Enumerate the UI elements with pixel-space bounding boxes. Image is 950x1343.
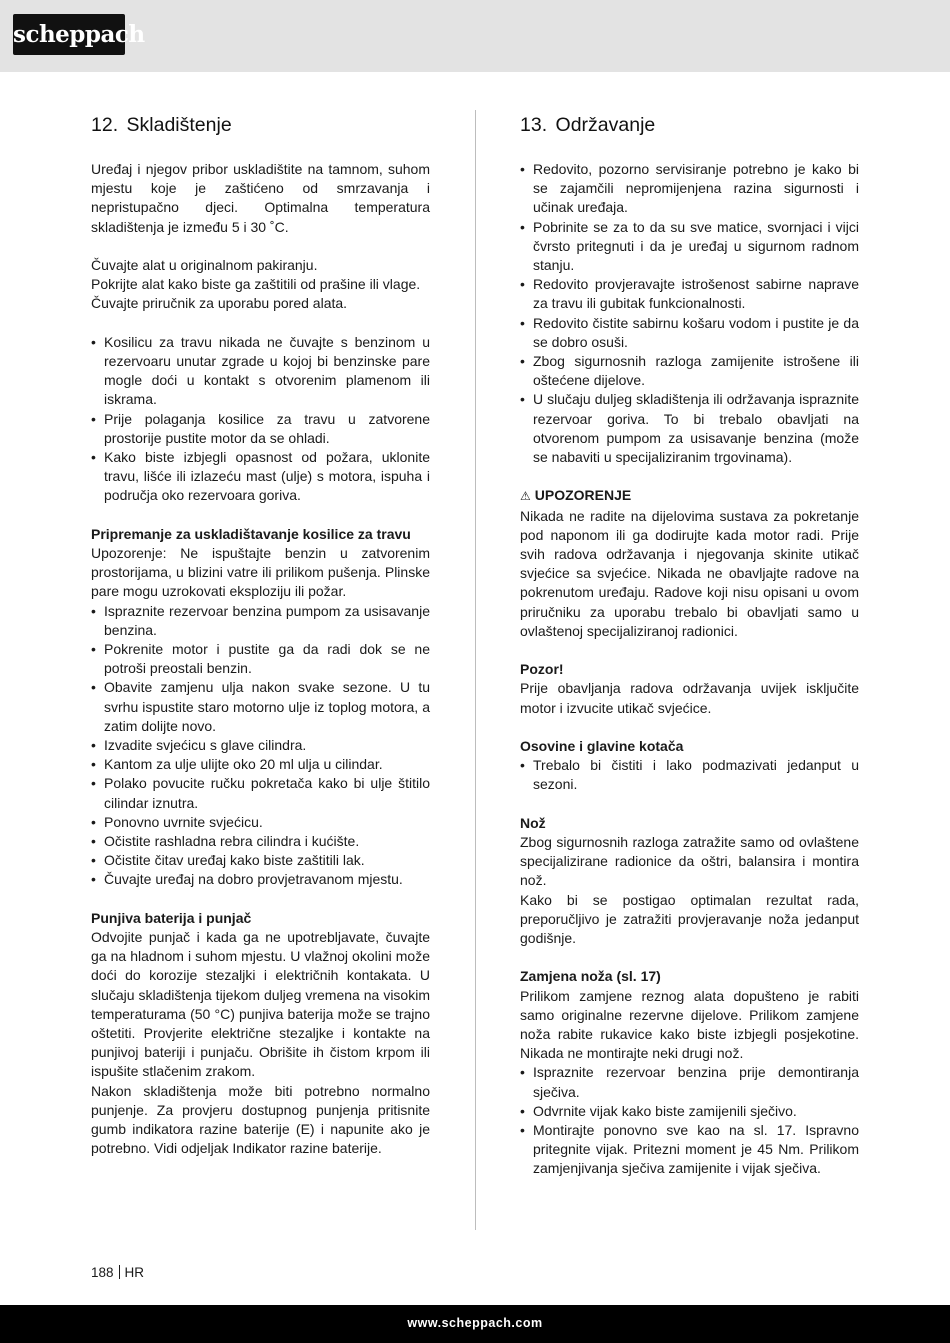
paragraph: Čuvajte priručnik za uporabu pored alata. (91, 295, 348, 312)
section-number: 13. (520, 114, 548, 136)
section-heading-maintenance (520, 112, 859, 138)
list-item: • Kantom za ulje ulijte oko 20 ml ulja u cilindar. (91, 755, 430, 774)
warning-triangle-icon: ⚠ (520, 489, 531, 504)
page-number: 188 (91, 1265, 114, 1280)
paragraph: Kako bi se postigao optimalan rezultat rada, preporučljivo je zatražiti provjeravanje noža jedanput godišnje. (520, 891, 859, 947)
paragraph: Pokrijte alat kako biste ga zaštitili od prašine ili vlage. (91, 276, 421, 293)
website-link[interactable]: www.scheppach.com (407, 1316, 543, 1330)
list-item: • Ispraznite rezervoar benzina pumpom za usisavanje benzina. (91, 602, 430, 640)
list-item: • Odvrnite vijak kako biste zamijenili sječivo. (520, 1102, 859, 1121)
paragraph: Prije obavljanja radova održavanja uvijek isključite motor i izvucite utikač svjećice. (520, 680, 859, 716)
header-bar (0, 0, 950, 72)
paragraph: Prilikom zamjene reznog alata dopušteno je rabiti samo originalne rezervne dijelove. Prilikom zamjene noža rabite rukavice kako biste izbjegli posjekotine. Nikada ne montirajte neki drugi nož. (520, 987, 859, 1062)
bullet-list (520, 756, 859, 794)
paragraph: Nikada ne radite na dijelovima sustava za pokretanje pod naponom ili ga dodirujte kada motor radi. Prije svih radova održavanja i njegovanja skinite utikač svjećice sa svjećice. Nikada ne obavljajte radove na pokrenutom uređaju. Radove koji nisu opisani u ovom priručniku za uporabu trebalo bi obavljati samo u ovlaštenoj specijaliziranoj radionici. (520, 507, 859, 639)
list-item: • Izvadite svjećicu s glave cilindra. (91, 736, 430, 755)
list-item: • Pokrenite motor i pustite ga da radi dok se ne potroši preostali benzin. (91, 640, 430, 678)
brand-logo: scheppach (13, 14, 125, 55)
paragraph: Upozorenje: Ne ispuštajte benzin u zatvorenim prostorijama, u blizini vatre ili prilikom pušenja. Plinske pare mogu uzrokovati eksploziju ili požar. (91, 545, 430, 600)
list-item: • Očistite rashladna rebra cilindra i kućište. (91, 832, 430, 851)
subheading: Osovine i glavine kotača (520, 738, 684, 755)
list-item: • Očistite čitav uređaj kako biste zaštitili lak. (91, 851, 430, 870)
subheading: Zamjena noža (sl. 17) (520, 968, 661, 985)
paragraph: Nakon skladištenja može biti potrebno normalno punjenje. Za provjeru dostupnog punjenja pritisnite gumb indikatora razine baterije (E) i napunite ako je potrebno. Vidi odjeljak Indikator razine baterije. (91, 1082, 430, 1157)
paragraph: Odvojite punjač i kada ga ne upotrebljavate, čuvajte ga na hladnom i suhom mjestu. U vlažnoj okolini može doći do korozije stezaljki i električnih kontakata. U slučaju skladištenja tijekom duljeg vremena na visokim temperaturama (50 °C) punjiva baterija može se trajno oštetiti. Provjerite električne stezaljke i kontakte na punjivoj bateriji i punjaču. Obrišite ih čistom krpom ili ispušite stlačenim zrakom. (91, 929, 430, 1080)
language-code: HR (124, 1265, 145, 1280)
list-item: • Ponovno uvrnite svjećicu. (91, 813, 430, 832)
list-item: • Polako povucite ručku pokretača kako bi ulje štitilo cilindar iznutra. (91, 774, 430, 812)
warning-heading-text: UPOZORENJE (534, 487, 632, 504)
left-column (91, 112, 430, 1159)
list-item: • Trebalo bi čistiti i lako podmazivati jedanput u sezoni. (520, 756, 859, 794)
subheading: Nož (520, 814, 546, 831)
subheading: Pripremanje za uskladištavanje kosilice za travu (91, 525, 411, 542)
subheading: Pozor! (520, 661, 564, 678)
column-divider (475, 110, 476, 1230)
list-item: • Redovito čistite sabirnu košaru vodom i pustite je da se dobro osuši. (520, 314, 859, 352)
paragraph: Uređaj i njegov pribor uskladištite na tamnom, suhom mjestu koje je zaštićeno od smrzavanja i nepristupačno djeci. Optimalna temperatura skladištenja je između 5 i 30 ˚C. (91, 161, 430, 235)
section-heading-storage (91, 112, 430, 138)
list-item: • Redovito provjeravajte istrošenost sabirne naprave za travu ili gubitak funkcionalnosti. (520, 275, 859, 313)
section-title: Skladištenje (126, 114, 232, 136)
list-item: • Pobrinite se za to da su sve matice, svornjaci i vijci čvrsto pritegnuti i da je uređaj u sigurnom radnom stanju. (520, 218, 859, 276)
section-number: 12. (91, 114, 119, 136)
page-footer (91, 1265, 144, 1280)
right-column (520, 112, 859, 1179)
footer-bar (0, 1305, 950, 1343)
paragraph: Čuvajte alat u originalnom pakiranju. (91, 257, 318, 273)
bullet-list (91, 333, 430, 506)
list-item: • Kosilicu za travu nikada ne čuvajte s benzinom u rezervoaru unutar zgrade u kojoj bi benzinske pare mogle doći u kontakt s otvorenim plamenom ili iskrama. (91, 333, 430, 410)
list-item: • Redovito, pozorno servisiranje potrebno je kako bi se zajamčili nepromijenjena razina sigurnosti i učinak uređaja. (520, 160, 859, 218)
warning-heading (520, 486, 859, 506)
paragraph: Zbog sigurnosnih razloga zatražite samo od ovlaštene specijalizirane radionice da oštri, balansira i montira nož. (520, 834, 859, 889)
bullet-list (520, 1063, 859, 1178)
list-item: • U slučaju duljeg skladištenja ili održavanja ispraznite rezervoar goriva. To bi trebalo obavljati na otvorenom pumpom za usisavanje benzina (može se nabaviti u specijaliziranim trgovinama). (520, 390, 859, 467)
list-item: • Ispraznite rezervoar benzina prije demontiranja sječiva. (520, 1063, 859, 1101)
list-item: • Prije polaganja kosilice za travu u zatvorene prostorije pustite motor da se ohladi. (91, 410, 430, 448)
subheading: Punjiva baterija i punjač (91, 909, 252, 926)
bullet-list (520, 160, 859, 467)
list-item: • Zbog sigurnosnih razloga zamijenite istrošene ili oštećene dijelove. (520, 352, 859, 390)
list-item: • Montirajte ponovno sve kao na sl. 17. Ispravno pritegnite vijak. Pritezni moment je 45 Nm. Prilikom zamjenjivanja sječiva zamijenite i vijak sječiva. (520, 1121, 859, 1179)
bullet-list (91, 602, 430, 890)
list-item: • Obavite zamjenu ulja nakon svake sezone. U tu svrhu ispustite staro motorno ulje iz toplog motora, a zatim dolijte novo. (91, 678, 430, 736)
list-item: • Čuvajte uređaj na dobro provjetravanom mjestu. (91, 870, 430, 889)
section-title: Održavanje (555, 114, 656, 136)
footer-separator (119, 1265, 120, 1279)
list-item: • Kako biste izbjegli opasnost od požara, uklonite travu, lišće ili izlazeću mast (ulje) s motora, ispuha i područja oko rezervoara goriva. (91, 448, 430, 506)
